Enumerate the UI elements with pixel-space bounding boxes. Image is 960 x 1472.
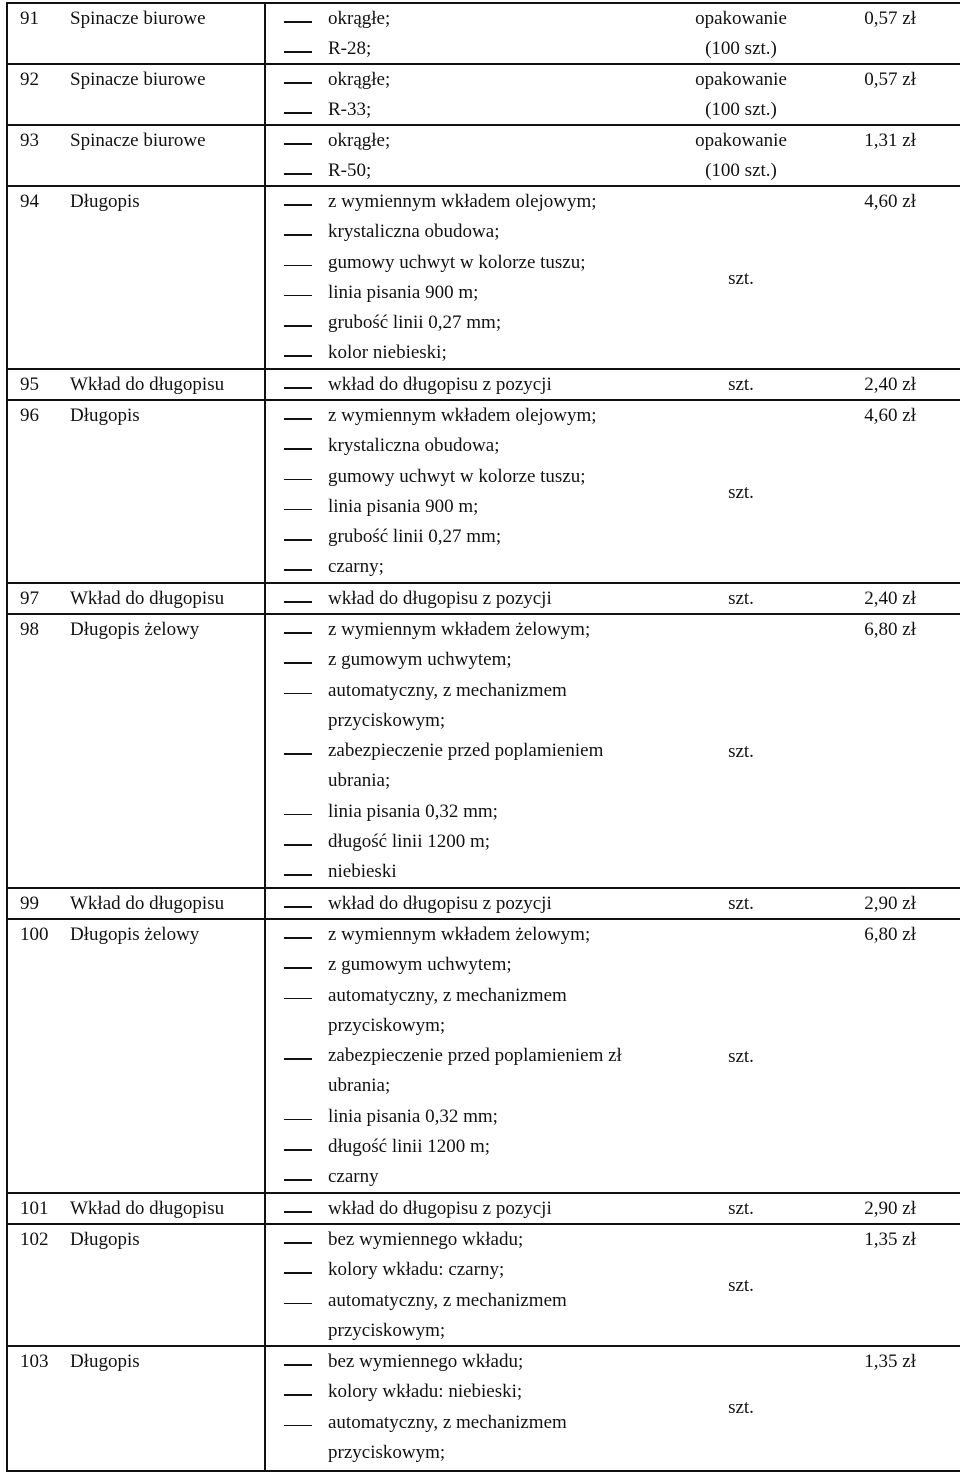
unit <box>680 264 802 294</box>
row-number: 101 <box>20 1198 49 1219</box>
description-line: krystaliczna obudowa; <box>284 431 560 461</box>
price: 1,31 zł <box>864 130 916 151</box>
unit-line: opakowanie <box>695 8 787 29</box>
unit-line: (100 szt.) <box>705 99 777 120</box>
description-line: linia pisania 900 m; <box>284 278 560 308</box>
description-line: czarny; <box>284 552 560 582</box>
description-line: kolory wkładu: niebieski; <box>284 1377 560 1407</box>
description-line: przyciskowym; <box>328 709 446 731</box>
unit-line: opakowanie <box>695 130 787 151</box>
row-number: 95 <box>20 374 39 395</box>
product-description <box>284 615 604 888</box>
unit-line: szt. <box>728 482 754 503</box>
description-line: gumowy uchwyt w kolorze tuszu; <box>284 248 560 278</box>
description-line: przyciskowym; <box>328 1014 446 1036</box>
description-line: R-50; <box>284 156 560 186</box>
price: 6,80 zł <box>864 619 916 640</box>
table-row <box>8 2 960 65</box>
unit-line: szt. <box>728 1275 754 1296</box>
unit <box>680 1271 802 1301</box>
product-description <box>284 584 560 614</box>
unit <box>680 1393 802 1423</box>
price: 4,60 zł <box>864 405 916 426</box>
price: 0,57 zł <box>864 69 916 90</box>
description-line: okrągłe; <box>284 65 560 95</box>
unit-line: szt. <box>728 588 754 609</box>
unit <box>680 478 802 508</box>
price: 0,57 zł <box>864 8 916 29</box>
description-line: okrągłe; <box>284 126 560 156</box>
table-row <box>8 1223 960 1347</box>
description-line: ubrania; <box>328 770 391 792</box>
unit-line: szt. <box>728 1397 754 1418</box>
description-line: ubrania; <box>328 1075 391 1097</box>
price: 1,35 zł <box>864 1229 916 1250</box>
product-name: Długopis <box>70 1229 140 1250</box>
price-table <box>6 2 960 1472</box>
unit <box>680 370 802 400</box>
product-name: Spinacze biurowe <box>70 130 206 151</box>
price: 6,80 zł <box>864 924 916 945</box>
row-number: 102 <box>20 1229 49 1250</box>
description-line: linia pisania 900 m; <box>284 492 560 522</box>
description-line: z gumowym uchwytem; <box>284 950 560 980</box>
table-row <box>8 1345 960 1468</box>
unit-line: (100 szt.) <box>705 38 777 59</box>
row-number: 98 <box>20 619 39 640</box>
unit-line: szt. <box>728 268 754 289</box>
description-line: przyciskowym; <box>328 1319 446 1341</box>
table-row <box>8 613 960 889</box>
unit <box>680 1042 802 1072</box>
product-name: Spinacze biurowe <box>70 8 206 29</box>
description-line: kolory wkładu: czarny; <box>284 1255 560 1285</box>
row-number: 96 <box>20 405 39 426</box>
table-row <box>8 399 960 584</box>
unit <box>680 889 802 919</box>
product-name: Wkład do długopisu <box>70 374 225 395</box>
description-line: z wymiennym wkładem żelowym; <box>284 920 560 950</box>
unit <box>680 737 802 767</box>
description-line: długość linii 1200 m; <box>284 1132 560 1162</box>
unit <box>680 126 802 186</box>
description-line: grubość linii 0,27 mm; <box>284 522 560 552</box>
unit <box>680 65 802 125</box>
unit-line: szt. <box>728 374 754 395</box>
unit-line: szt. <box>728 1198 754 1219</box>
description-line: z wymiennym wkładem olejowym; <box>284 187 560 217</box>
description-line: z wymiennym wkładem żelowym; <box>284 615 560 645</box>
unit <box>680 1194 802 1224</box>
product-description <box>284 401 597 583</box>
price: 1,35 zł <box>864 1351 916 1372</box>
table-row <box>8 368 960 401</box>
description-line: wkład do długopisu z pozycji <box>284 370 560 400</box>
description-line: bez wymiennego wkładu; <box>284 1347 560 1377</box>
unit-line: szt. <box>728 741 754 762</box>
row-number: 99 <box>20 893 39 914</box>
description-line: wkład do długopisu z pozycji <box>284 584 560 614</box>
description-line: zabezpieczenie przed poplamieniem zł <box>284 1041 560 1071</box>
price: 2,90 zł <box>864 1198 916 1219</box>
description-line: krystaliczna obudowa; <box>284 217 560 247</box>
description-line: czarny <box>284 1162 560 1192</box>
table-row <box>8 887 960 920</box>
description-line: linia pisania 0,32 mm; <box>284 797 560 827</box>
description-line: automatyczny, z mechanizmem <box>284 1286 560 1316</box>
row-number: 103 <box>20 1351 49 1372</box>
description-line: okrągłe; <box>284 4 560 34</box>
description-line: automatyczny, z mechanizmem <box>284 1408 560 1438</box>
description-line: R-33; <box>284 95 560 125</box>
product-description <box>284 920 622 1193</box>
unit-line: opakowanie <box>695 69 787 90</box>
product-name: Wkład do długopisu <box>70 893 225 914</box>
table-row <box>8 63 960 126</box>
description-line: linia pisania 0,32 mm; <box>284 1102 560 1132</box>
row-number: 91 <box>20 8 39 29</box>
description-line: zabezpieczenie przed poplamieniem <box>284 736 560 766</box>
description-line: R-28; <box>284 34 560 64</box>
product-description <box>284 1347 567 1468</box>
price: 2,40 zł <box>864 374 916 395</box>
product-name: Długopis żelowy <box>70 619 200 640</box>
product-description <box>284 889 560 919</box>
unit-line: szt. <box>728 1046 754 1067</box>
description-line: z gumowym uchwytem; <box>284 645 560 675</box>
description-line: bez wymiennego wkładu; <box>284 1225 560 1255</box>
product-description <box>284 65 560 126</box>
product-name: Długopis żelowy <box>70 924 200 945</box>
price: 2,90 zł <box>864 893 916 914</box>
unit-line: (100 szt.) <box>705 160 777 181</box>
product-description <box>284 187 597 369</box>
product-description <box>284 1225 567 1346</box>
product-description <box>284 4 560 65</box>
description-line: przyciskowym; <box>328 1441 446 1463</box>
product-name: Wkład do długopisu <box>70 588 225 609</box>
table-row <box>8 1192 960 1225</box>
description-line: kolor niebieski; <box>284 338 560 368</box>
row-number: 100 <box>20 924 49 945</box>
price: 4,60 zł <box>864 191 916 212</box>
unit-line: szt. <box>728 893 754 914</box>
description-line: niebieski <box>284 857 560 887</box>
product-name: Długopis <box>70 405 140 426</box>
table-row <box>8 185 960 370</box>
product-description <box>284 370 560 400</box>
price: 2,40 zł <box>864 588 916 609</box>
description-line: wkład do długopisu z pozycji <box>284 1194 560 1224</box>
unit <box>680 4 802 64</box>
row-number: 97 <box>20 588 39 609</box>
description-line: grubość linii 0,27 mm; <box>284 308 560 338</box>
description-line: z wymiennym wkładem olejowym; <box>284 401 560 431</box>
product-description <box>284 126 560 187</box>
description-line: automatyczny, z mechanizmem <box>284 981 560 1011</box>
table-row <box>8 918 960 1194</box>
product-name: Wkład do długopisu <box>70 1198 225 1219</box>
description-line: gumowy uchwyt w kolorze tuszu; <box>284 462 560 492</box>
description-line: wkład do długopisu z pozycji <box>284 889 560 919</box>
row-number: 93 <box>20 130 39 151</box>
table-row <box>8 582 960 615</box>
row-number: 92 <box>20 69 39 90</box>
product-description <box>284 1194 560 1224</box>
product-name: Długopis <box>70 191 140 212</box>
product-name: Spinacze biurowe <box>70 69 206 90</box>
row-number: 94 <box>20 191 39 212</box>
description-line: automatyczny, z mechanizmem <box>284 676 560 706</box>
table-row <box>8 124 960 187</box>
unit <box>680 584 802 614</box>
product-name: Długopis <box>70 1351 140 1372</box>
description-line: długość linii 1200 m; <box>284 827 560 857</box>
